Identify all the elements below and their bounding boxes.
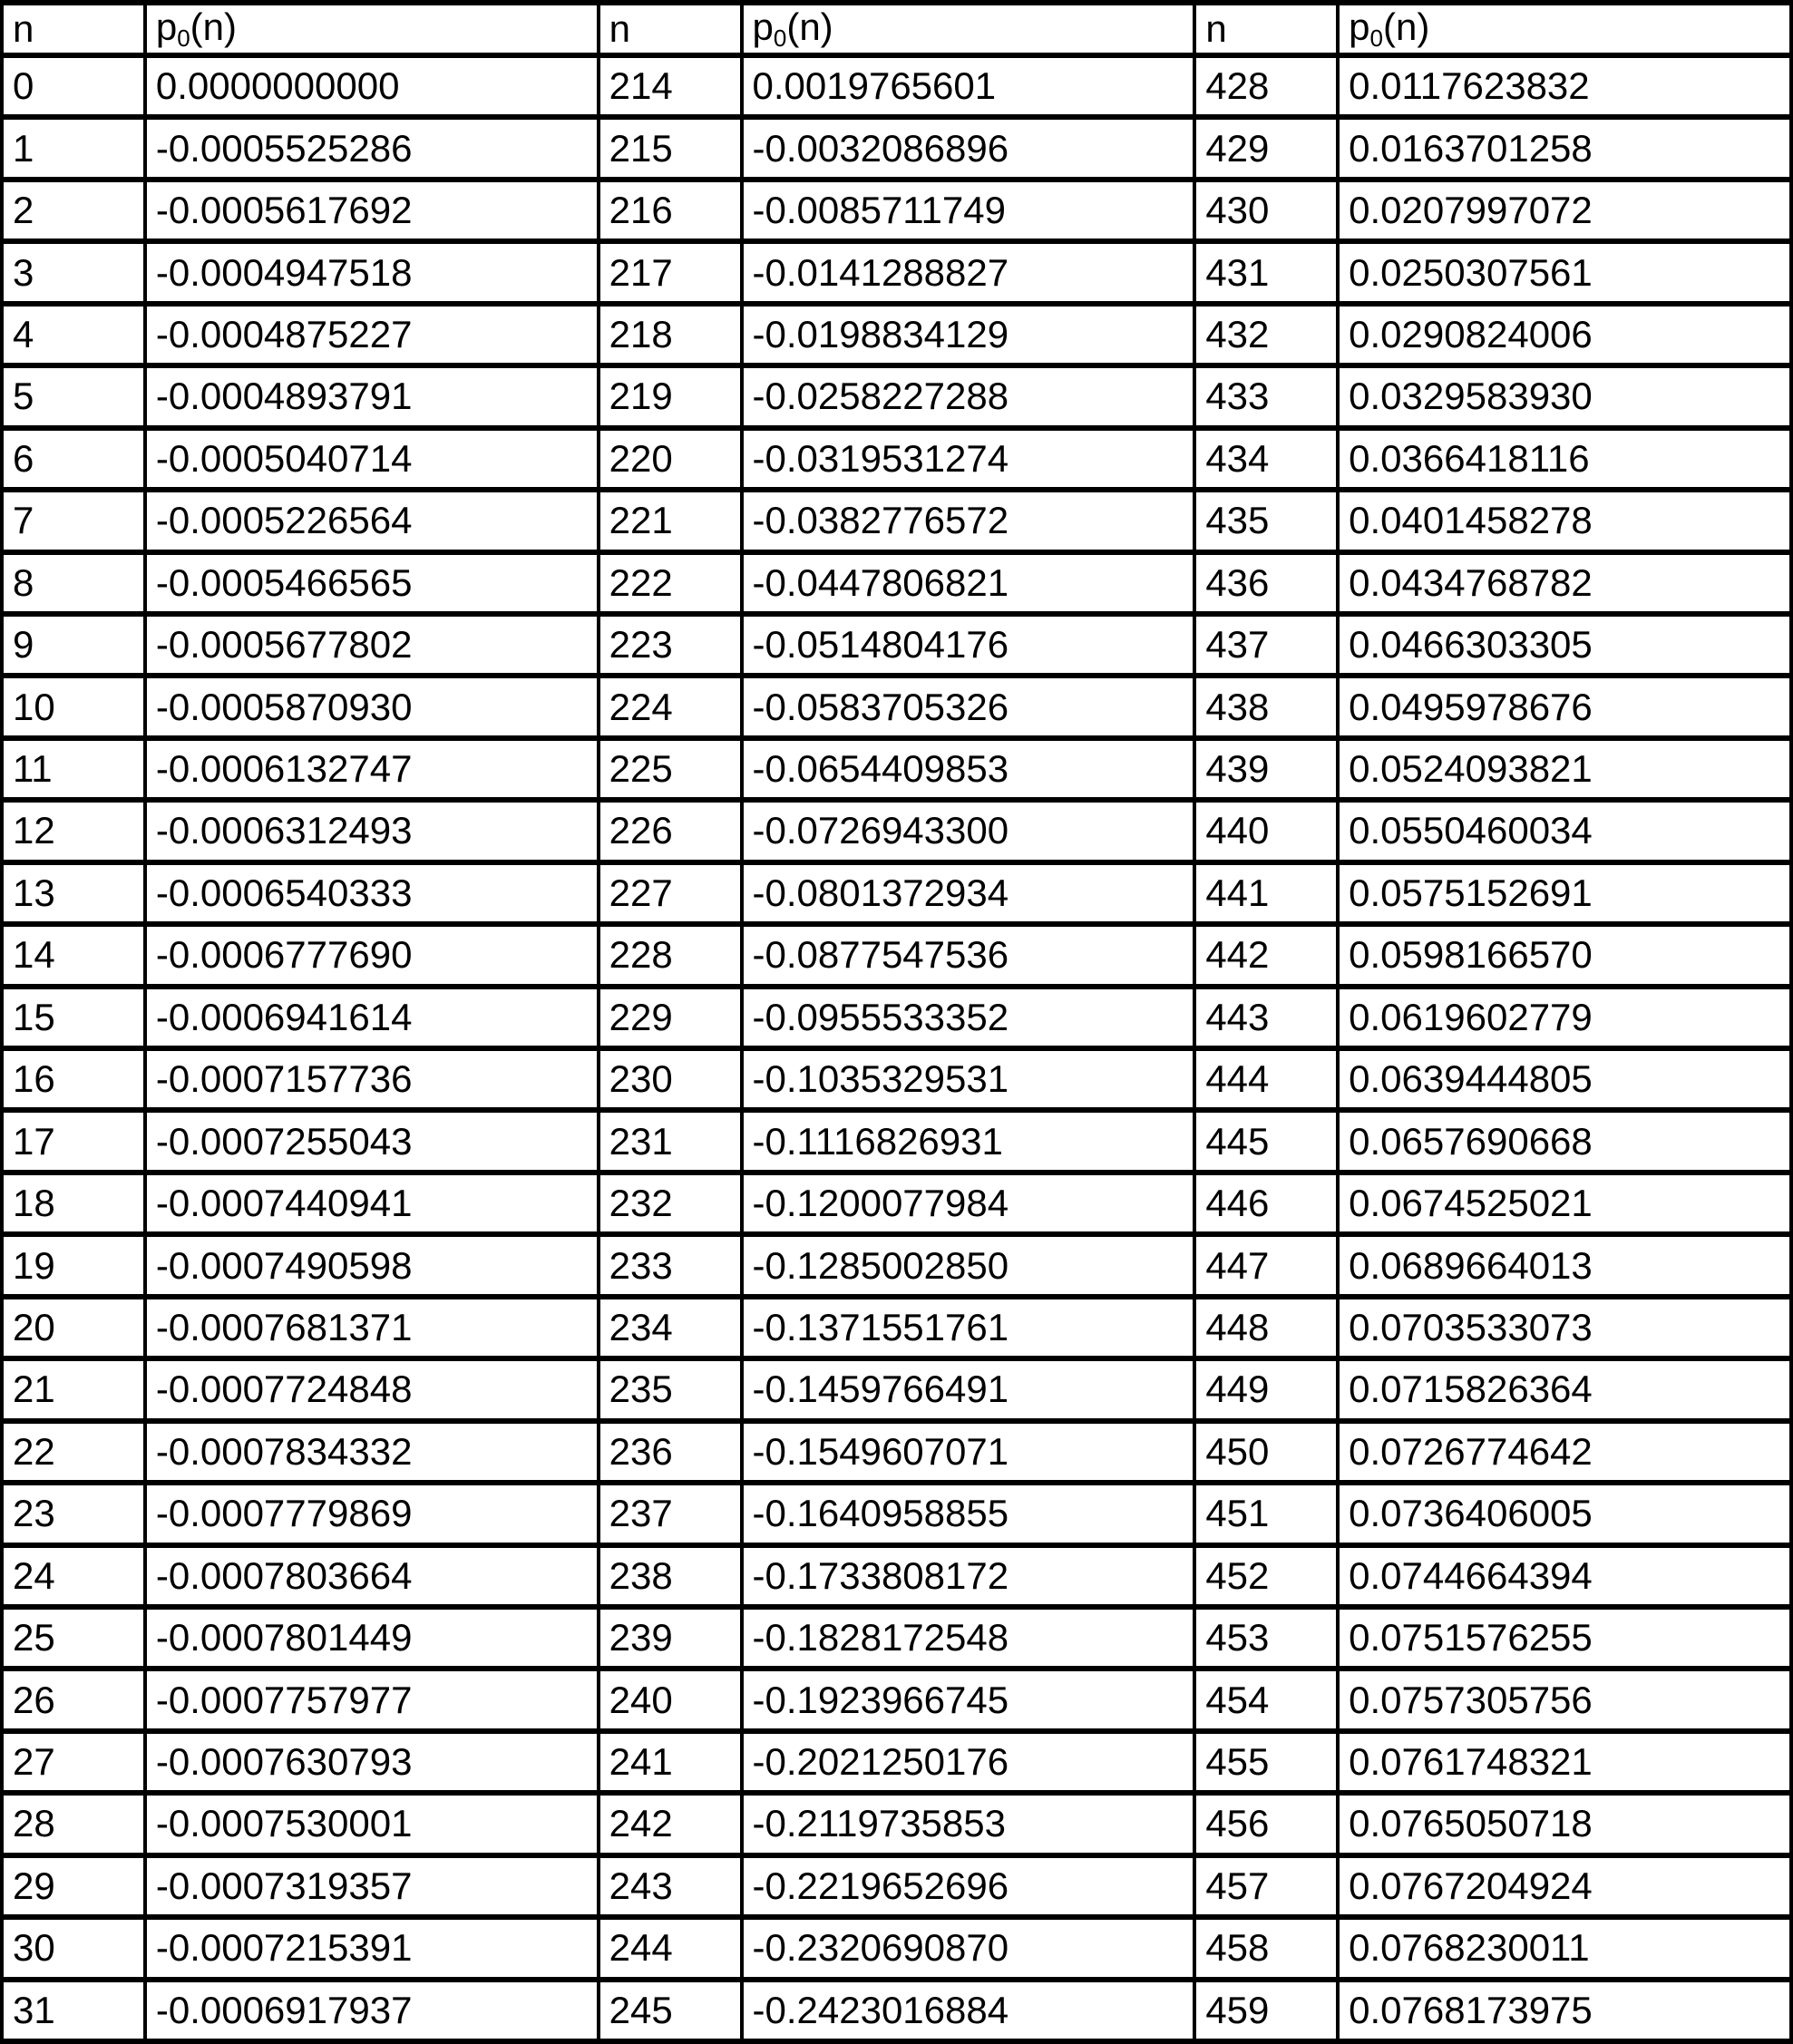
- value-cell: -0.0032086896: [742, 117, 1195, 179]
- table-body: [2, 55, 1791, 2041]
- value-cell: 0.0163701258: [1338, 117, 1791, 179]
- n-cell: 15: [2, 987, 145, 1048]
- value-cell: 0.0495978676: [1338, 676, 1791, 737]
- n-cell: 428: [1194, 55, 1338, 117]
- n-cell: 23: [2, 1483, 145, 1544]
- n-cell: 5: [2, 365, 145, 427]
- n-cell: 222: [599, 552, 742, 614]
- value-cell: -0.0006941614: [145, 987, 599, 1048]
- n-cell: 445: [1194, 1110, 1338, 1172]
- n-cell: 457: [1194, 1855, 1338, 1917]
- n-cell: 221: [599, 490, 742, 551]
- header-n-1: n: [2, 3, 145, 55]
- n-cell: 432: [1194, 304, 1338, 365]
- p-symbol: p: [752, 5, 774, 48]
- n-cell: 236: [599, 1421, 742, 1483]
- table-row: [2, 1980, 1791, 2041]
- value-cell: -0.0004947518: [145, 241, 599, 303]
- p-argument: (n): [786, 5, 833, 48]
- value-cell: -0.0801372934: [742, 862, 1195, 924]
- n-cell: 26: [2, 1669, 145, 1730]
- n-cell: 449: [1194, 1358, 1338, 1420]
- table-row: [2, 1855, 1791, 1917]
- table-row: [2, 1545, 1791, 1607]
- n-cell: 225: [599, 738, 742, 800]
- value-cell: -0.0006312493: [145, 800, 599, 861]
- value-cell: 0.0689664013: [1338, 1234, 1791, 1296]
- n-cell: 237: [599, 1483, 742, 1544]
- n-cell: 447: [1194, 1234, 1338, 1296]
- value-cell: 0.0767204924: [1338, 1855, 1791, 1917]
- n-cell: 243: [599, 1855, 742, 1917]
- p-argument: (n): [1382, 5, 1430, 48]
- table-row: [2, 1917, 1791, 1979]
- table-row: [2, 180, 1791, 241]
- n-cell: 437: [1194, 614, 1338, 676]
- table-row: [2, 1607, 1791, 1669]
- n-cell: 1: [2, 117, 145, 179]
- table-row: [2, 862, 1791, 924]
- n-cell: 444: [1194, 1048, 1338, 1110]
- p-argument: (n): [190, 5, 238, 48]
- n-cell: 233: [599, 1234, 742, 1296]
- n-cell: 429: [1194, 117, 1338, 179]
- value-cell: -0.2219652696: [742, 1855, 1195, 1917]
- n-cell: 459: [1194, 1980, 1338, 2041]
- n-cell: 16: [2, 1048, 145, 1110]
- value-cell: 0.0401458278: [1338, 490, 1791, 551]
- value-cell: -0.0004875227: [145, 304, 599, 365]
- value-cell: 0.0768230011: [1338, 1917, 1791, 1979]
- n-cell: 17: [2, 1110, 145, 1172]
- value-cell: -0.1371551761: [742, 1297, 1195, 1358]
- n-cell: 30: [2, 1917, 145, 1979]
- value-cell: -0.0726943300: [742, 800, 1195, 861]
- n-cell: 242: [599, 1793, 742, 1854]
- n-cell: 216: [599, 180, 742, 241]
- header-p0n-3: [1338, 3, 1791, 55]
- n-cell: 436: [1194, 552, 1338, 614]
- value-cell: 0.0751576255: [1338, 1607, 1791, 1669]
- value-cell: -0.0007757977: [145, 1669, 599, 1730]
- value-cell: -0.0007215391: [145, 1917, 599, 1979]
- value-cell: 0.0657690668: [1338, 1110, 1791, 1172]
- value-cell: 0.0744664394: [1338, 1545, 1791, 1607]
- n-cell: 8: [2, 552, 145, 614]
- value-cell: 0.0366418116: [1338, 428, 1791, 490]
- table-row: [2, 1358, 1791, 1420]
- table-row: [2, 738, 1791, 800]
- n-cell: 448: [1194, 1297, 1338, 1358]
- value-cell: -0.0085711749: [742, 180, 1195, 241]
- value-cell: -0.0654409853: [742, 738, 1195, 800]
- table-row: [2, 304, 1791, 365]
- value-cell: -0.0319531274: [742, 428, 1195, 490]
- n-cell: 244: [599, 1917, 742, 1979]
- value-cell: -0.0005466565: [145, 552, 599, 614]
- value-cell: -0.1459766491: [742, 1358, 1195, 1420]
- n-cell: 228: [599, 924, 742, 986]
- value-cell: -0.0141288827: [742, 241, 1195, 303]
- n-cell: 9: [2, 614, 145, 676]
- n-cell: 443: [1194, 987, 1338, 1048]
- n-cell: 456: [1194, 1793, 1338, 1854]
- n-cell: 442: [1194, 924, 1338, 986]
- value-cell: 0.0250307561: [1338, 241, 1791, 303]
- n-cell: 240: [599, 1669, 742, 1730]
- value-cell: -0.0877547536: [742, 924, 1195, 986]
- p-subscript: 0: [773, 24, 787, 52]
- n-cell: 241: [599, 1731, 742, 1793]
- value-cell: 0.0329583930: [1338, 365, 1791, 427]
- n-cell: 27: [2, 1731, 145, 1793]
- table-row: [2, 1731, 1791, 1793]
- value-cell: -0.0007630793: [145, 1731, 599, 1793]
- table-row: [2, 676, 1791, 737]
- p-symbol: p: [155, 5, 178, 48]
- value-cell: -0.0005226564: [145, 490, 599, 551]
- value-cell: -0.0955533352: [742, 987, 1195, 1048]
- value-cell: -0.0583705326: [742, 676, 1195, 737]
- value-cell: -0.0007834332: [145, 1421, 599, 1483]
- n-cell: 18: [2, 1173, 145, 1234]
- value-cell: 0.0736406005: [1338, 1483, 1791, 1544]
- n-cell: 238: [599, 1545, 742, 1607]
- value-cell: -0.0005040714: [145, 428, 599, 490]
- n-cell: 19: [2, 1234, 145, 1296]
- value-cell: 0.0207997072: [1338, 180, 1791, 241]
- value-cell: -0.0198834129: [742, 304, 1195, 365]
- table-row: [2, 117, 1791, 179]
- header-n-2: n: [599, 3, 742, 55]
- value-cell: -0.0004893791: [145, 365, 599, 427]
- value-cell: -0.0007779869: [145, 1483, 599, 1544]
- n-cell: 450: [1194, 1421, 1338, 1483]
- value-cell: -0.1116826931: [742, 1110, 1195, 1172]
- value-cell: -0.2423016884: [742, 1980, 1195, 2041]
- table-row: [2, 1793, 1791, 1854]
- n-cell: 431: [1194, 241, 1338, 303]
- table-row: [2, 1048, 1791, 1110]
- table-row: [2, 987, 1791, 1048]
- n-cell: 230: [599, 1048, 742, 1110]
- table-row: [2, 1669, 1791, 1730]
- n-cell: 218: [599, 304, 742, 365]
- p-subscript: 0: [177, 24, 190, 52]
- header-p0n-1: [145, 3, 599, 55]
- n-cell: 214: [599, 55, 742, 117]
- n-cell: 4: [2, 304, 145, 365]
- value-cell: -0.0007157736: [145, 1048, 599, 1110]
- value-cell: -0.0514804176: [742, 614, 1195, 676]
- table-row: [2, 428, 1791, 490]
- n-cell: 12: [2, 800, 145, 861]
- value-cell: 0.0768173975: [1338, 1980, 1791, 2041]
- n-cell: 239: [599, 1607, 742, 1669]
- n-cell: 10: [2, 676, 145, 737]
- p-subscript: 0: [1369, 24, 1383, 52]
- header-row: [2, 3, 1791, 55]
- value-cell: 0.0117623832: [1338, 55, 1791, 117]
- value-cell: 0.0757305756: [1338, 1669, 1791, 1730]
- n-cell: 29: [2, 1855, 145, 1917]
- value-cell: 0.0761748321: [1338, 1731, 1791, 1793]
- n-cell: 14: [2, 924, 145, 986]
- value-cell: -0.0447806821: [742, 552, 1195, 614]
- n-cell: 2: [2, 180, 145, 241]
- n-cell: 24: [2, 1545, 145, 1607]
- n-cell: 25: [2, 1607, 145, 1669]
- value-cell: 0.0726774642: [1338, 1421, 1791, 1483]
- n-cell: 446: [1194, 1173, 1338, 1234]
- n-cell: 234: [599, 1297, 742, 1358]
- n-cell: 28: [2, 1793, 145, 1854]
- table-row: [2, 1483, 1791, 1544]
- value-cell: -0.1923966745: [742, 1669, 1195, 1730]
- table-row: [2, 924, 1791, 986]
- n-cell: 215: [599, 117, 742, 179]
- value-cell: 0.0550460034: [1338, 800, 1791, 861]
- table-row: [2, 552, 1791, 614]
- header-p0n-2: [742, 3, 1195, 55]
- p-symbol: p: [1349, 5, 1370, 48]
- value-cell: -0.0007319357: [145, 1855, 599, 1917]
- value-cell: -0.0007724848: [145, 1358, 599, 1420]
- table-row: [2, 614, 1791, 676]
- value-cell: -0.1200077984: [742, 1173, 1195, 1234]
- table-row: [2, 1173, 1791, 1234]
- n-cell: 21: [2, 1358, 145, 1420]
- value-cell: 0.0639444805: [1338, 1048, 1791, 1110]
- n-cell: 226: [599, 800, 742, 861]
- n-cell: 434: [1194, 428, 1338, 490]
- value-cell: -0.0382776572: [742, 490, 1195, 551]
- table-row: [2, 1234, 1791, 1296]
- table-row: [2, 241, 1791, 303]
- n-cell: 441: [1194, 862, 1338, 924]
- n-cell: 13: [2, 862, 145, 924]
- table-row: [2, 490, 1791, 551]
- n-cell: 245: [599, 1980, 742, 2041]
- n-cell: 438: [1194, 676, 1338, 737]
- value-cell: 0.0524093821: [1338, 738, 1791, 800]
- n-cell: 224: [599, 676, 742, 737]
- n-cell: 232: [599, 1173, 742, 1234]
- n-cell: 452: [1194, 1545, 1338, 1607]
- value-cell: 0.0000000000: [145, 55, 599, 117]
- n-cell: 22: [2, 1421, 145, 1483]
- value-cell: -0.0007440941: [145, 1173, 599, 1234]
- value-cell: 0.0674525021: [1338, 1173, 1791, 1234]
- n-cell: 220: [599, 428, 742, 490]
- table-row: [2, 365, 1791, 427]
- value-cell: 0.0619602779: [1338, 987, 1791, 1048]
- n-cell: 0: [2, 55, 145, 117]
- n-cell: 455: [1194, 1731, 1338, 1793]
- n-cell: 229: [599, 987, 742, 1048]
- value-cell: -0.1828172548: [742, 1607, 1195, 1669]
- n-cell: 231: [599, 1110, 742, 1172]
- value-cell: -0.0007255043: [145, 1110, 599, 1172]
- n-cell: 435: [1194, 490, 1338, 551]
- value-cell: 0.0575152691: [1338, 862, 1791, 924]
- value-cell: 0.0598166570: [1338, 924, 1791, 986]
- value-cell: -0.0258227288: [742, 365, 1195, 427]
- value-cell: -0.0005617692: [145, 180, 599, 241]
- value-cell: -0.0006132747: [145, 738, 599, 800]
- n-cell: 454: [1194, 1669, 1338, 1730]
- n-cell: 227: [599, 862, 742, 924]
- value-cell: 0.0466303305: [1338, 614, 1791, 676]
- n-cell: 430: [1194, 180, 1338, 241]
- value-cell: 0.0434768782: [1338, 552, 1791, 614]
- n-cell: 3: [2, 241, 145, 303]
- value-cell: -0.0007681371: [145, 1297, 599, 1358]
- n-cell: 20: [2, 1297, 145, 1358]
- value-cell: -0.0005525286: [145, 117, 599, 179]
- value-cell: -0.1285002850: [742, 1234, 1195, 1296]
- header-n-3: n: [1194, 3, 1338, 55]
- value-cell: -0.0007803664: [145, 1545, 599, 1607]
- value-cell: -0.2119735853: [742, 1793, 1195, 1854]
- value-cell: 0.0019765601: [742, 55, 1195, 117]
- value-cell: -0.0007490598: [145, 1234, 599, 1296]
- n-cell: 235: [599, 1358, 742, 1420]
- value-cell: -0.1733808172: [742, 1545, 1195, 1607]
- value-cell: -0.1640958855: [742, 1483, 1195, 1544]
- value-cell: -0.0006917937: [145, 1980, 599, 2041]
- n-cell: 31: [2, 1980, 145, 2041]
- value-cell: -0.2021250176: [742, 1731, 1195, 1793]
- value-cell: -0.0007801449: [145, 1607, 599, 1669]
- n-cell: 7: [2, 490, 145, 551]
- value-cell: -0.1549607071: [742, 1421, 1195, 1483]
- value-cell: 0.0703533073: [1338, 1297, 1791, 1358]
- value-cell: -0.2320690870: [742, 1917, 1195, 1979]
- value-cell: -0.0006540333: [145, 862, 599, 924]
- value-cell: 0.0715826364: [1338, 1358, 1791, 1420]
- value-cell: -0.0005677802: [145, 614, 599, 676]
- value-cell: -0.1035329531: [742, 1048, 1195, 1110]
- value-cell: -0.0005870930: [145, 676, 599, 737]
- table-row: [2, 1297, 1791, 1358]
- value-cell: 0.0765050718: [1338, 1793, 1791, 1854]
- value-cell: -0.0007530001: [145, 1793, 599, 1854]
- n-cell: 217: [599, 241, 742, 303]
- value-cell: 0.0290824006: [1338, 304, 1791, 365]
- value-cell: -0.0006777690: [145, 924, 599, 986]
- n-cell: 219: [599, 365, 742, 427]
- table-row: [2, 1110, 1791, 1172]
- table-row: [2, 800, 1791, 861]
- n-cell: 440: [1194, 800, 1338, 861]
- n-cell: 458: [1194, 1917, 1338, 1979]
- table-row: [2, 1421, 1791, 1483]
- n-cell: 11: [2, 738, 145, 800]
- n-cell: 451: [1194, 1483, 1338, 1544]
- n-cell: 223: [599, 614, 742, 676]
- n-cell: 433: [1194, 365, 1338, 427]
- n-cell: 439: [1194, 738, 1338, 800]
- n-cell: 6: [2, 428, 145, 490]
- table-row: [2, 55, 1791, 117]
- n-cell: 453: [1194, 1607, 1338, 1669]
